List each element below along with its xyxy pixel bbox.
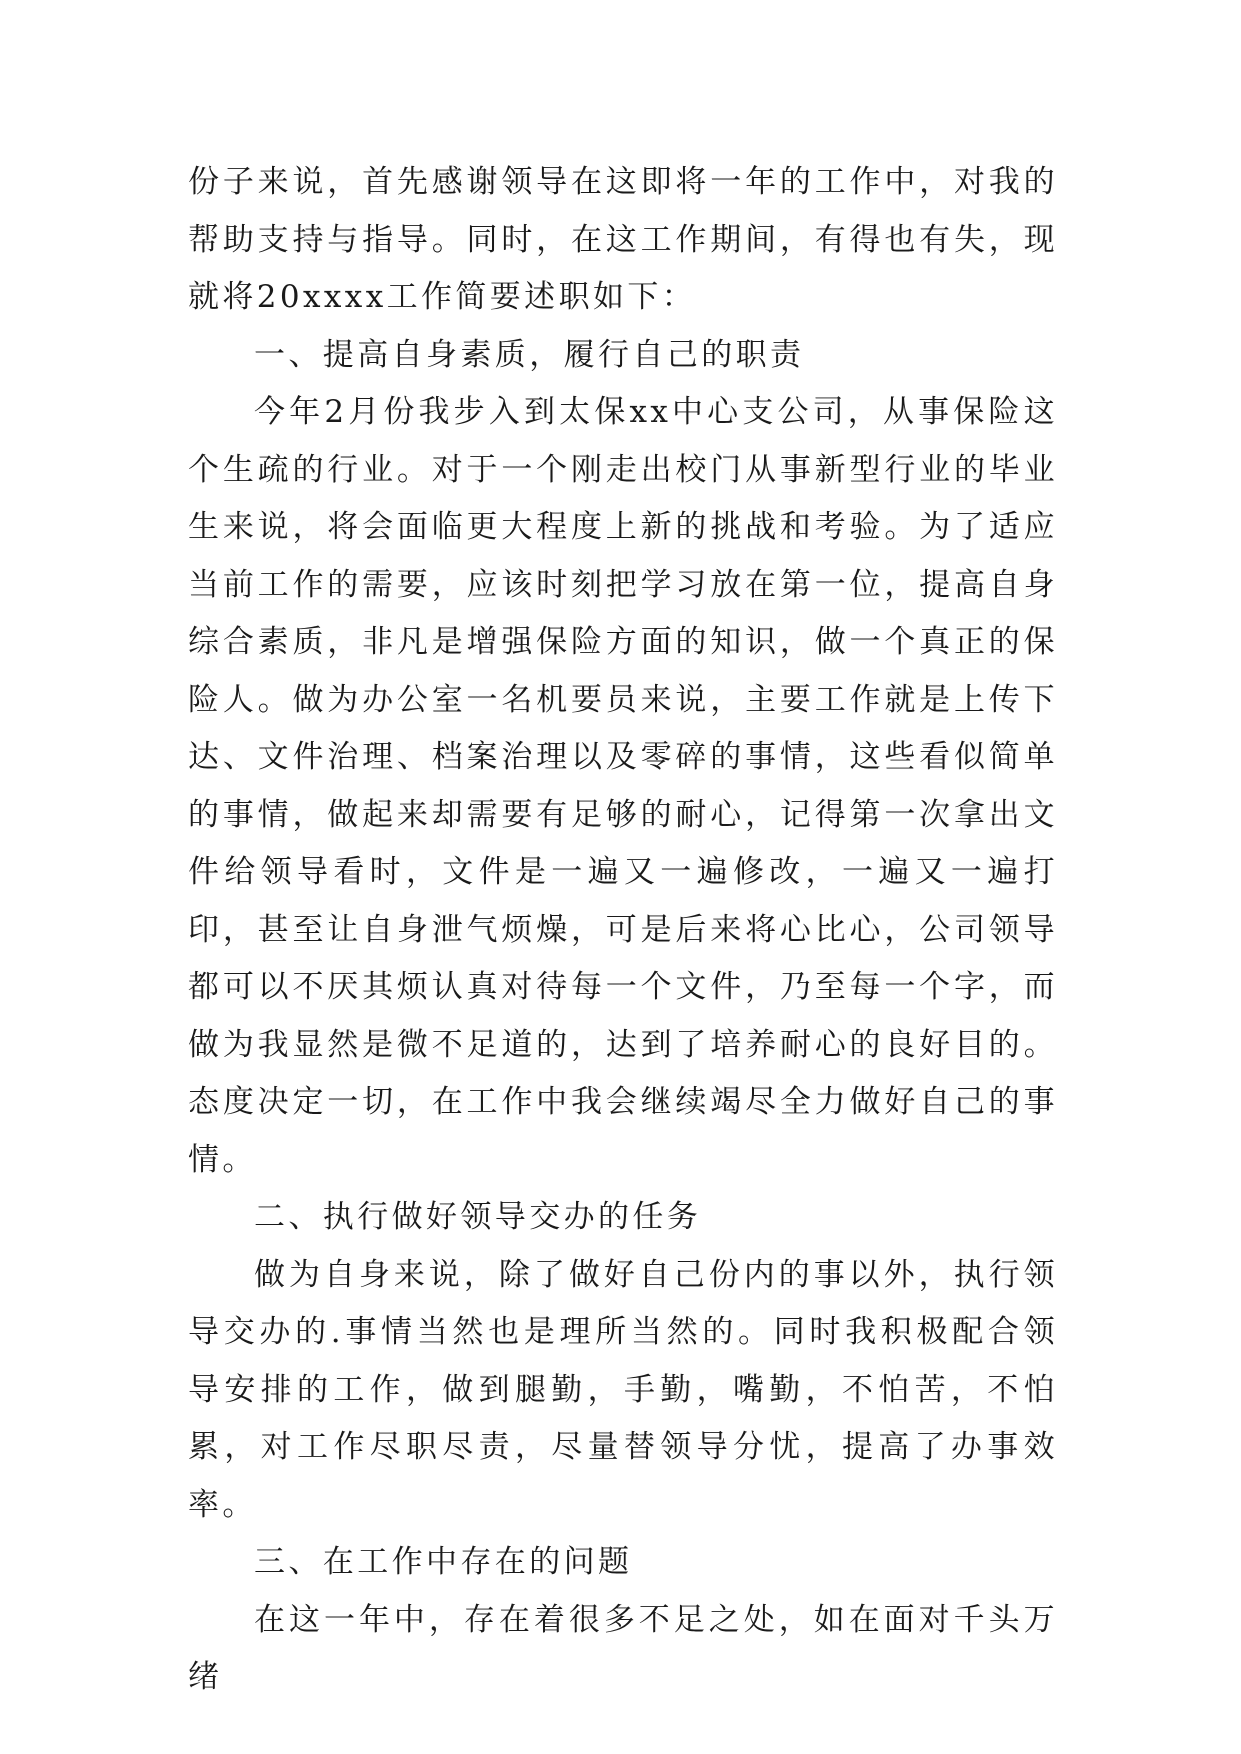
paragraph-section-1: 今年2月份我步入到太保xx中心支公司，从事保险这个生疏的行业。对于一个刚走出校门从事新型行业的毕业生来说，将会面临更大程度上新的挑战和考验。为了适应当前工作的需要，应该时刻把学习放在第一位，提高自身综合素质，非凡是增强保险方面的知识，做一个真正的保险人。做为办公室一名机要员来说，主要工作就是上传下达、文件治理、档案治理以及零碎的事情，这些看似简单的事情，做起来却需要有足够的耐心，记得第一次拿出文件给领导看时，文件是一遍又一遍修改，一遍又一遍打印，甚至让自身泄气烦燥，可是后来将心比心，公司领导都可以不厌其烦认真对待每一个文件，乃至每一个字，而做为我显然是微不足道的，达到了培养耐心的良好目的。态度决定一切，在工作中我会继续竭尽全力做好自己的事情。 [188,394,1058,1178]
section-heading-1: 一、提高自身素质，履行自己的职责 [254,336,805,373]
section-heading-2: 二、执行做好领导交办的任务 [254,1199,702,1235]
paragraph-section-2: 做为自身来说，除了做好自己份内的事以外，执行领导交办的.事情当然也是理所当然的。同时我积极配合领导安排的工作，做到腿勤，手勤，嘴勤，不怕苦，不怕累，对工作尽职尽责，尽量替领导分忧，提高了办事效率。 [188,1256,1058,1523]
paragraph-section-3: 在这一年中，存在着很多不足之处，如在面对千头万绪 [188,1601,1058,1695]
paragraph-intro: 份子来说，首先感谢领导在这即将一年的工作中，对我的帮助支持与指导。同时，在这工作期间，有得也有失，现就将20xxxx工作简要述职如下： [188,164,1058,315]
section-heading-3: 三、在工作中存在的问题 [254,1544,633,1580]
document-body [188,154,1058,1707]
